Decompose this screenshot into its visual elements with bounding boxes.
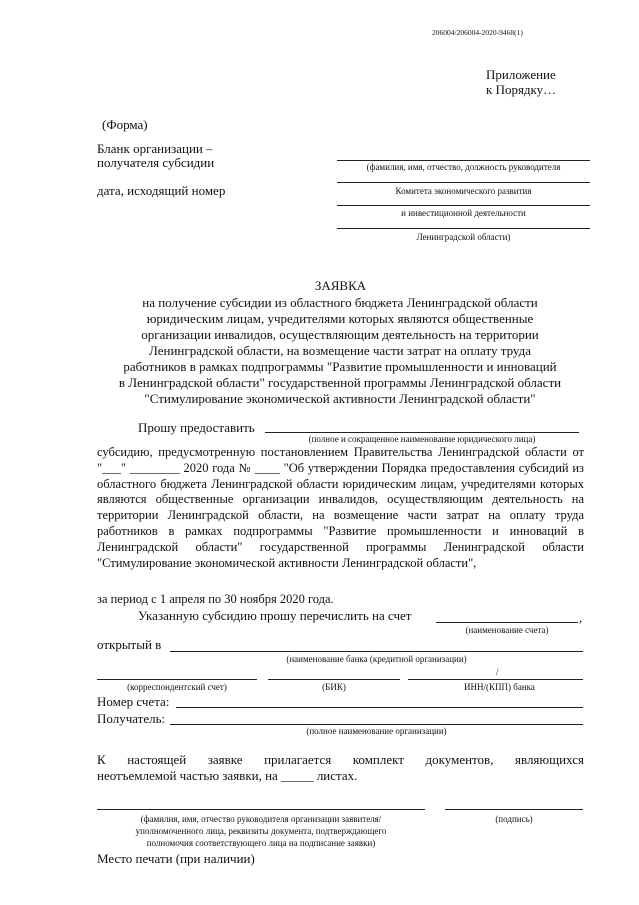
org-blank-line-2: получателя субсидии bbox=[97, 155, 215, 170]
title-line-4: Ленинградской области, на возмещение части затрат на оплату труда bbox=[149, 343, 531, 358]
recipient-line bbox=[170, 724, 583, 725]
inn-kpp-caption: ИНН/(КПП) банка bbox=[464, 682, 535, 692]
transfer-comma: , bbox=[579, 610, 583, 625]
account-name-caption: (наименование счета) bbox=[465, 625, 549, 635]
appendix-line-1: Приложение bbox=[486, 67, 556, 82]
recipient-label: Получатель: bbox=[97, 711, 166, 726]
title-line-3: организации инвалидов, осуществляющим деятельность на территории bbox=[141, 327, 539, 342]
attachment-word: заявке bbox=[207, 752, 243, 767]
form-label: (Форма) bbox=[102, 117, 148, 132]
addressee-text-2: Комитета экономического развития bbox=[395, 186, 532, 196]
addressee-line-2 bbox=[337, 182, 590, 183]
document-title: ЗАЯВКА bbox=[314, 278, 367, 293]
attachment-word: прилагается bbox=[264, 752, 332, 767]
corr-account-caption: (корреспондентский счет) bbox=[127, 682, 227, 692]
legal-entity-caption: (полное и сокращенное наименование юридического лица) bbox=[308, 434, 536, 444]
attachment-word: документов, bbox=[425, 752, 494, 767]
appendix-line-2: к Порядку… bbox=[486, 82, 557, 97]
transfer-text: Указанную субсидию прошу перечислить на счет bbox=[138, 608, 412, 623]
corr-account-line bbox=[97, 679, 257, 680]
bik-line bbox=[268, 679, 400, 680]
inn-kpp-line bbox=[408, 679, 583, 680]
addressee-line-1 bbox=[337, 160, 590, 161]
opened-in-label: открытый в bbox=[97, 637, 162, 652]
attachment-word: являющихся bbox=[515, 752, 584, 767]
signature-caption: (подпись) bbox=[495, 814, 533, 824]
attachment-line-2: неотъемлемой частью заявки, на _____ листах. bbox=[97, 768, 358, 783]
title-line-6: в Ленинградской области" государственной программы Ленинградской области bbox=[118, 375, 562, 390]
inn-kpp-slash: / bbox=[496, 667, 499, 677]
org-blank-line-1: Бланк организации – bbox=[97, 141, 213, 156]
title-line-5: работников в рамках подпрограммы "Развитие промышленности и инноваций bbox=[123, 359, 557, 374]
attachment-word: настоящей bbox=[127, 752, 187, 767]
attachment-word: К bbox=[97, 752, 106, 767]
signatory-caption-3: полномочия соответствующего лица на подписание заявки) bbox=[146, 838, 376, 848]
account-number-label: Номер счета: bbox=[97, 694, 170, 709]
request-lead: Прошу предоставить bbox=[138, 420, 255, 435]
recipient-caption: (полное наименование организации) bbox=[306, 726, 447, 736]
addressee-caption: (фамилия, имя, отчество, должность руководителя bbox=[366, 162, 561, 172]
signatory-caption-2: уполномоченного лица, реквизиты документа, подтверждающего bbox=[135, 826, 387, 836]
bank-name-line bbox=[170, 651, 583, 652]
account-name-line bbox=[436, 622, 578, 623]
stamp-place: Место печати (при наличии) bbox=[97, 851, 255, 866]
bik-caption: (БИК) bbox=[322, 682, 346, 692]
addressee-line-3 bbox=[337, 205, 590, 206]
addressee-text-3: и инвестиционной деятельности bbox=[401, 208, 526, 218]
signatory-line bbox=[97, 809, 425, 810]
title-line-2: юридическим лицам, учредителями которых являются общественные bbox=[146, 311, 534, 326]
signatory-caption-1: (фамилия, имя, отчество руководителя организации заявителя/ bbox=[140, 814, 382, 824]
date-number: дата, исходящий номер bbox=[97, 183, 226, 198]
attachment-word: комплект bbox=[352, 752, 404, 767]
request-period: за период с 1 апреля по 30 ноября 2020 года. bbox=[97, 592, 334, 606]
addressee-text-4: Ленинградской области) bbox=[416, 232, 511, 242]
title-line-7: "Стимулирование экономической активности Ленинградской области" bbox=[144, 391, 536, 406]
attachment-line-1 bbox=[97, 752, 584, 767]
account-number-line bbox=[176, 707, 583, 708]
legal-entity-line bbox=[265, 432, 579, 433]
request-body: субсидию, предусмотренную постановлением Правительства Ленинградской области от "___" ________ 2020 года № ____ "Об утверждении Порядка предоставления субсидий из областного бюджета Ленинградской области юридическим лицам, учредителями которых являются общественные организации инвалидов, осуществляющим деятельность на территории Ленинградской области, на возмещение части затрат на оплату труда работников в рамках подпрограммы "Развитие промышленности и инноваций в Ленинградской области" государственной программы Ленинградской области "Стимулирование экономической активности Ленинградской области", bbox=[97, 445, 584, 570]
addressee-line-4 bbox=[337, 228, 590, 229]
title-line-1: на получение субсидии из областного бюджета Ленинградской области bbox=[142, 295, 538, 310]
document-id: 206004/206004-2020-9468(1) bbox=[432, 28, 523, 37]
signature-line bbox=[445, 809, 583, 810]
bank-name-caption: (наименование банка (кредитной организации) bbox=[286, 654, 467, 664]
